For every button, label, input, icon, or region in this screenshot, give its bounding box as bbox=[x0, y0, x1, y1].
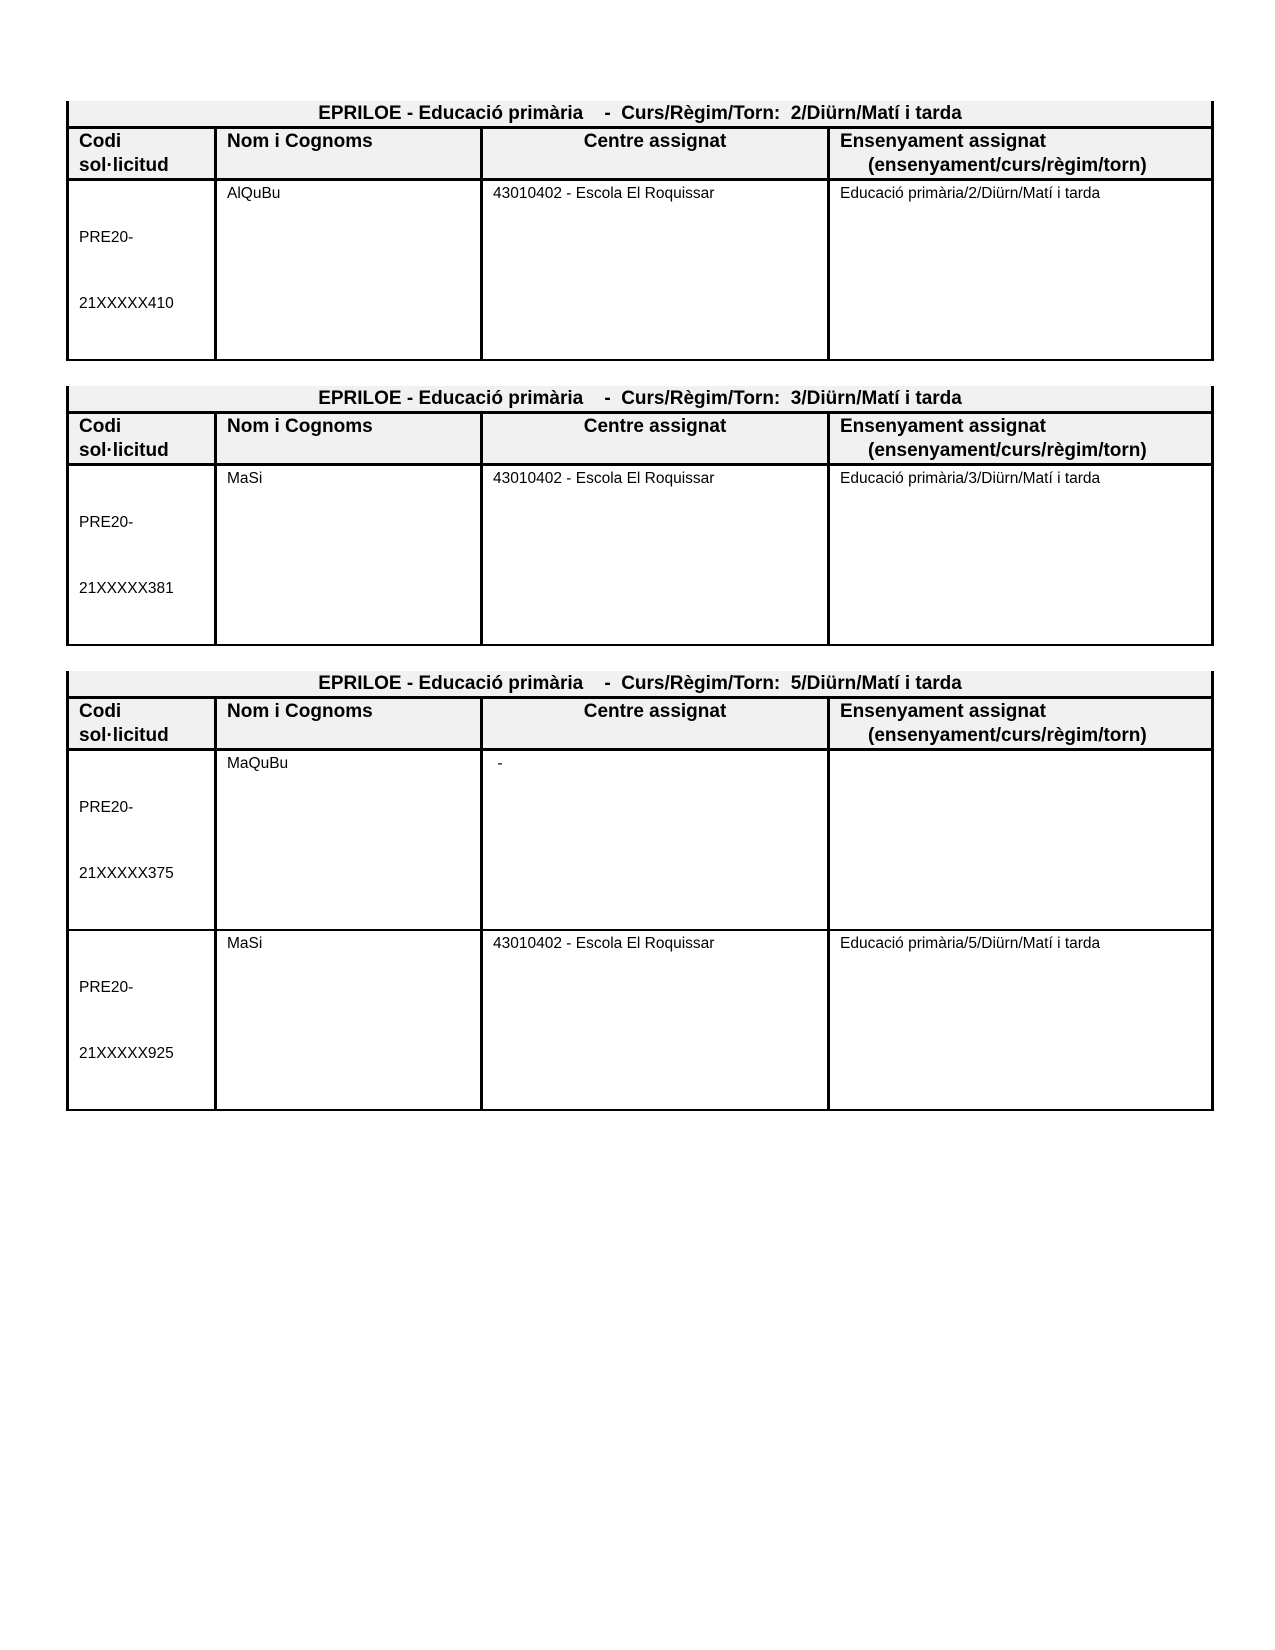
cell-ensenyament: Educació primària/2/Diürn/Matí i tarda bbox=[829, 180, 1213, 361]
header-centre-assignat: Centre assignat bbox=[482, 698, 829, 750]
header-ens-line1: Ensenyament assignat bbox=[840, 701, 1046, 722]
header-nom-cognoms: Nom i Cognoms bbox=[216, 698, 482, 750]
header-ens-line2: (ensenyament/curs/règim/torn) bbox=[868, 155, 1147, 176]
table-row bbox=[68, 930, 1213, 1110]
header-row bbox=[68, 698, 1213, 750]
cell-nom: MaQuBu bbox=[216, 750, 482, 931]
header-ens-line2: (ensenyament/curs/règim/torn) bbox=[868, 440, 1147, 461]
table-title: EPRILOE - Educació primària - Curs/Règim/Torn: 3/Diürn/Matí i tarda bbox=[68, 386, 1213, 413]
header-ens-line1: Ensenyament assignat bbox=[840, 416, 1046, 437]
header-codi-sollicitud bbox=[68, 698, 216, 750]
cell-centre: 43010402 - Escola El Roquissar bbox=[482, 930, 829, 1110]
header-nom-cognoms: Nom i Cognoms bbox=[216, 413, 482, 465]
cell-ensenyament bbox=[829, 750, 1213, 931]
cell-nom: AlQuBu bbox=[216, 180, 482, 361]
table-title: EPRILOE - Educació primària - Curs/Règim/Torn: 5/Diürn/Matí i tarda bbox=[68, 671, 1213, 698]
code-line2: 21XXXXX925 bbox=[79, 1045, 174, 1062]
header-codi-line2: sol·licitud bbox=[79, 725, 169, 746]
cell-ensenyament: Educació primària/3/Diürn/Matí i tarda bbox=[829, 465, 1213, 646]
assignment-table-curs-5 bbox=[66, 671, 1214, 1111]
cell-ensenyament: Educació primària/5/Diürn/Matí i tarda bbox=[829, 930, 1213, 1110]
header-ensenyament-assignat bbox=[829, 128, 1213, 180]
assignment-table-curs-3 bbox=[66, 386, 1214, 646]
header-codi-sollicitud bbox=[68, 128, 216, 180]
code-line1: PRE20- bbox=[79, 799, 134, 816]
cell-centre: 43010402 - Escola El Roquissar bbox=[482, 465, 829, 646]
header-codi-sollicitud bbox=[68, 413, 216, 465]
header-ens-line2: (ensenyament/curs/règim/torn) bbox=[868, 725, 1147, 746]
document-page bbox=[66, 101, 1211, 1136]
code-line1: PRE20- bbox=[79, 514, 134, 531]
code-line2: 21XXXXX381 bbox=[79, 580, 174, 597]
assignment-table-curs-2 bbox=[66, 101, 1214, 361]
header-codi-line1: Codi bbox=[79, 131, 122, 152]
table-row bbox=[68, 750, 1213, 931]
header-ensenyament-assignat bbox=[829, 698, 1213, 750]
table-row bbox=[68, 180, 1213, 361]
cell-nom: MaSi bbox=[216, 930, 482, 1110]
cell-codi bbox=[68, 465, 216, 646]
table-row bbox=[68, 465, 1213, 646]
header-nom-cognoms: Nom i Cognoms bbox=[216, 128, 482, 180]
header-codi-line1: Codi bbox=[79, 416, 122, 437]
header-ens-line1: Ensenyament assignat bbox=[840, 131, 1046, 152]
cell-codi bbox=[68, 930, 216, 1110]
header-codi-line2: sol·licitud bbox=[79, 155, 169, 176]
cell-centre: 43010402 - Escola El Roquissar bbox=[482, 180, 829, 361]
code-line2: 21XXXXX375 bbox=[79, 865, 174, 882]
header-ensenyament-assignat bbox=[829, 413, 1213, 465]
cell-nom: MaSi bbox=[216, 465, 482, 646]
code-line1: PRE20- bbox=[79, 979, 134, 996]
cell-centre: - bbox=[482, 750, 829, 931]
header-row bbox=[68, 128, 1213, 180]
table-title: EPRILOE - Educació primària - Curs/Règim/Torn: 2/Diürn/Matí i tarda bbox=[68, 101, 1213, 128]
code-line2: 21XXXXX410 bbox=[79, 295, 174, 312]
header-centre-assignat: Centre assignat bbox=[482, 128, 829, 180]
code-line1: PRE20- bbox=[79, 229, 134, 246]
header-row bbox=[68, 413, 1213, 465]
cell-codi bbox=[68, 180, 216, 361]
header-codi-line2: sol·licitud bbox=[79, 440, 169, 461]
header-centre-assignat: Centre assignat bbox=[482, 413, 829, 465]
cell-codi bbox=[68, 750, 216, 931]
header-codi-line1: Codi bbox=[79, 701, 122, 722]
